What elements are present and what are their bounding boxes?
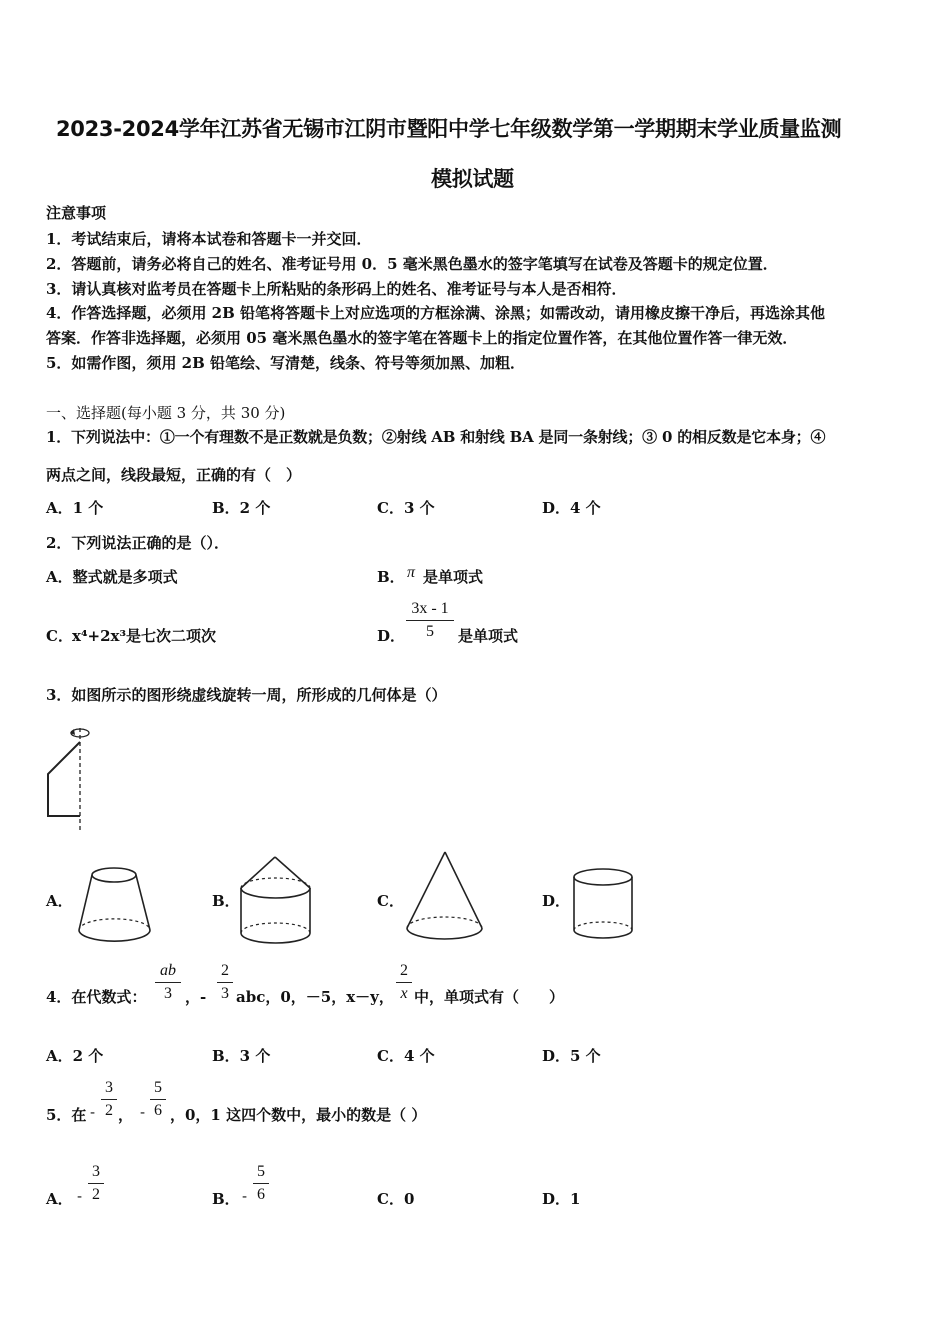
notice-item: 5．如需作图，须用 2B 铅笔绘、写清楚，线条、符号等须加黑、加粗． (46, 354, 525, 372)
fraction-2-over-x: 2 x (396, 962, 412, 1003)
question-2-option-d-label: D． (377, 627, 406, 645)
question-4-option-b: B．3 个 (212, 1047, 271, 1065)
question-2-stem: 2．下列说法正确的是（）． (46, 534, 229, 552)
question-2-option-d-text: 是单项式 (458, 627, 519, 645)
question-5-option-c: C．0 (377, 1190, 415, 1208)
question-4-suffix: 中，单项式有（ ） (414, 988, 565, 1006)
question-5-option-d: D．1 (542, 1190, 581, 1208)
question-2-option-b-label: B． (377, 568, 405, 586)
minus-sign: - (242, 1187, 248, 1205)
minus-sign: - (90, 1103, 96, 1121)
question-3-option-a-label: A． (46, 892, 73, 910)
notice-item: 3．请认真核对监考员在答题卡上所粘贴的条形码上的姓名、准考证号与本人是否相符． (46, 280, 627, 298)
question-3-stem: 3．如图所示的图形绕虚线旋转一周，所形成的几何体是（） (46, 686, 447, 704)
fraction-ab-over-3: ab 3 (155, 962, 181, 1003)
question-4-middle: abc，0，－5，x－y， (236, 988, 394, 1006)
trapezoid-shape (48, 742, 80, 816)
cone-on-cylinder-figure (238, 855, 318, 950)
question-3-option-c-label: C． (377, 892, 404, 910)
notice-heading: 注意事项 (46, 204, 107, 222)
cylinder-figure (572, 866, 638, 946)
question-3-option-d-label: D． (542, 892, 571, 910)
page-title-continued: 模拟试题 (431, 167, 514, 191)
question-5-option-a-label: A． (46, 1190, 73, 1208)
question-1-option-b: B．2 个 (212, 499, 271, 517)
pi-symbol: π (407, 564, 416, 581)
cone-figure (404, 850, 484, 950)
question-5-option-b-label: B． (212, 1190, 240, 1208)
fraction-5-over-6: 5 6 (150, 1079, 166, 1120)
question-4-prefix: 4．在代数式： (46, 988, 147, 1006)
section-heading: 一、选择题(每小题 3 分，共 30 分) (46, 404, 286, 422)
question-5-prefix: 5．在 (46, 1106, 87, 1124)
rotation-figure (40, 720, 100, 840)
fraction-3-over-2: 3 2 (101, 1079, 117, 1120)
question-4-option-a: A．2 个 (46, 1047, 104, 1065)
notice-item: 2．答题前，请务必将自己的姓名、准考证号用 0．5 毫米黑色墨水的签字笔填写在试卷及答题卡的规定位置． (46, 255, 778, 273)
fraction-3-over-2: 3 2 (88, 1163, 104, 1204)
question-3-option-b-label: B． (212, 892, 240, 910)
question-1-stem-continued: 两点之间，线段最短，正确的有（ ） (46, 466, 302, 484)
fraction-5-over-6: 5 6 (253, 1163, 269, 1204)
question-4-separator: ，- (185, 988, 207, 1006)
question-2-option-c-text: x⁴+2x³是七次二项次 (72, 627, 217, 645)
question-4-option-d: D．5 个 (542, 1047, 601, 1065)
minus-sign: - (77, 1187, 83, 1205)
question-2-option-b-text: 是单项式 (423, 568, 484, 586)
minus-sign: - (140, 1103, 146, 1121)
question-2-option-c-label: C． (46, 627, 73, 645)
notice-item: 4．作答选择题，必须用 2B 铅笔将答题卡上对应选项的方框涂满、涂黑；如需改动，请用橡皮擦干净后，再选涂其他 (46, 304, 826, 322)
question-2-option-a: A．整式就是多项式 (46, 568, 178, 586)
fraction-2-over-3: 2 3 (217, 962, 233, 1003)
notice-item: 1．考试结束后，请将本试卷和答题卡一并交回． (46, 230, 372, 248)
question-5-suffix: ，0，1 这四个数中，最小的数是（ ） (170, 1106, 427, 1124)
comma: ， (118, 1106, 134, 1124)
frustum-figure (76, 860, 156, 945)
question-1-option-d: D．4 个 (542, 499, 601, 517)
question-4-option-c: C．4 个 (377, 1047, 435, 1065)
question-1-option-a: A．1 个 (46, 499, 104, 517)
page-title: 2023-2024学年江苏省无锡市江阴市暨阳中学七年级数学第一学期期末学业质量监测 (56, 117, 842, 141)
question-1-stem: 1．下列说法中：①一个有理数不是正数就是负数；②射线 AB 和射线 BA 是同一条射线；③ 0 的相反数是它本身；④ (46, 428, 826, 446)
fraction-3x-1-over-5: 3x - 1 5 (406, 600, 454, 641)
notice-item: 答案．作答非选择题，必须用 05 毫米黑色墨水的签字笔在答题卡上的指定位置作答，在其他位置作答一律无效． (46, 329, 798, 347)
question-1-option-c: C．3 个 (377, 499, 435, 517)
